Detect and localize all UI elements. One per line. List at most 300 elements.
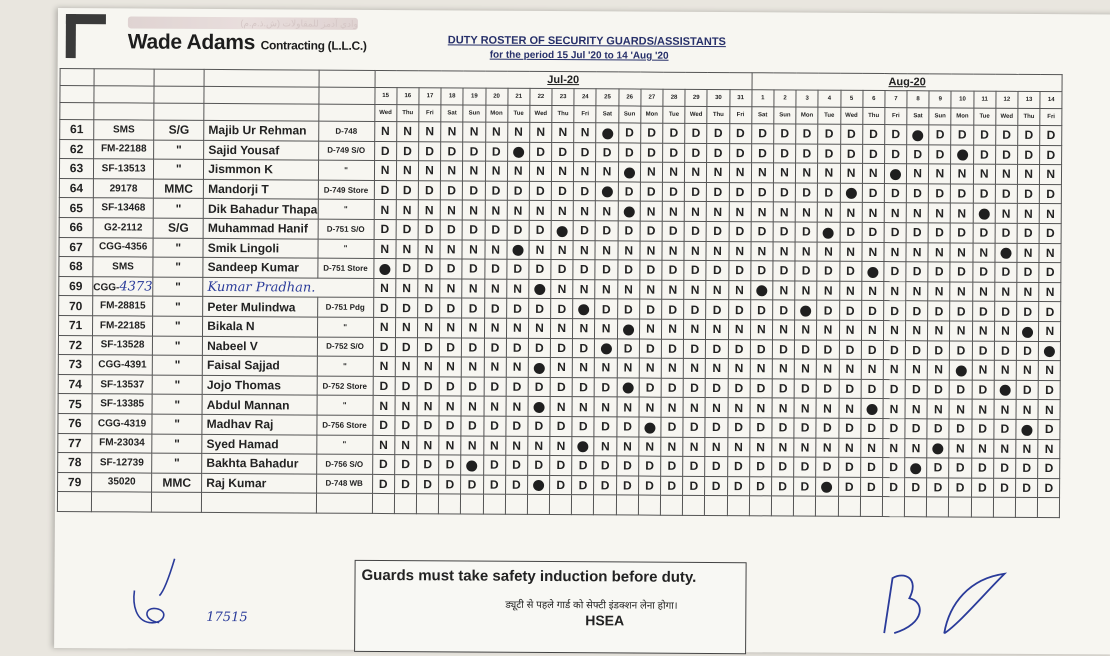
guard-name: Sajid Yousaf	[204, 140, 318, 160]
day-shift-cell: D	[706, 378, 728, 398]
weekday-cell: Tue	[507, 105, 529, 122]
night-shift-cell: N	[662, 280, 684, 300]
day-shift-cell: D	[529, 220, 551, 240]
day-shift-cell: D	[840, 222, 862, 242]
post-location: D-751 Store	[317, 258, 373, 278]
day-shift-cell: D	[417, 416, 439, 436]
header-blank-cell	[318, 87, 374, 104]
night-shift-cell: N	[772, 437, 794, 457]
day-off-dot-icon	[600, 343, 611, 354]
serial-number: 77	[58, 433, 92, 453]
weekday-cell: Sat	[752, 107, 774, 124]
day-shift-cell: D	[861, 418, 883, 438]
day-off-dot-icon	[823, 227, 834, 238]
night-shift-cell: N	[506, 397, 528, 417]
weekday-cell: Tue	[663, 106, 685, 123]
weekday-cell: Wed	[996, 108, 1018, 125]
day-shift-cell: D	[728, 339, 750, 359]
post-location: D-752 S/O	[317, 337, 373, 357]
empty-cell	[927, 497, 949, 517]
night-shift-cell: N	[374, 239, 396, 259]
night-shift-cell: N	[750, 398, 772, 418]
night-shift-cell: N	[417, 396, 439, 416]
weekday-cell: Tue	[973, 108, 995, 125]
day-shift-cell: D	[484, 259, 506, 279]
guard-name: Peter Mulindwa	[203, 297, 317, 317]
night-shift-cell: N	[530, 122, 552, 142]
day-shift-cell: D	[818, 124, 840, 144]
day-off-cell	[816, 477, 838, 497]
weekday-cell: Thu	[552, 106, 574, 123]
night-shift-cell: N	[861, 281, 883, 301]
day-shift-cell: D	[573, 338, 595, 358]
night-shift-cell: N	[684, 280, 706, 300]
day-off-cell	[572, 436, 594, 456]
day-shift-cell: D	[596, 221, 618, 241]
day-shift-cell: D	[1039, 263, 1061, 283]
night-shift-cell: N	[374, 121, 396, 141]
night-shift-cell: N	[528, 436, 550, 456]
day-shift-cell: D	[905, 340, 927, 360]
day-shift-cell: D	[485, 181, 507, 201]
day-shift-cell: D	[883, 301, 905, 321]
day-shift-cell: D	[507, 181, 529, 201]
night-shift-cell: N	[706, 319, 728, 339]
night-shift-cell: N	[972, 360, 994, 380]
night-shift-cell: N	[683, 398, 705, 418]
night-shift-cell: N	[552, 162, 574, 182]
employee-code: SMS	[94, 120, 154, 140]
night-shift-cell: N	[462, 279, 484, 299]
night-shift-cell: N	[705, 398, 727, 418]
post-location: D-756 Store	[316, 415, 372, 435]
day-off-dot-icon	[933, 443, 944, 454]
night-shift-cell: N	[617, 358, 639, 378]
category: "	[153, 257, 203, 277]
empty-cell	[838, 497, 860, 517]
day-shift-cell: D	[617, 260, 639, 280]
night-shift-cell: N	[373, 357, 395, 377]
night-shift-cell: N	[617, 397, 639, 417]
employee-code	[93, 276, 153, 296]
day-shift-cell: D	[640, 182, 662, 202]
weekday-cell: Mon	[485, 105, 507, 122]
day-off-dot-icon	[624, 167, 635, 178]
day-off-dot-icon	[978, 209, 989, 220]
day-shift-cell: D	[840, 144, 862, 164]
category: "	[152, 414, 202, 434]
day-shift-cell: D	[462, 298, 484, 318]
day-shift-cell: D	[949, 419, 971, 439]
night-shift-cell: N	[707, 202, 729, 222]
category: MMC	[154, 179, 204, 199]
night-shift-cell: N	[507, 161, 529, 181]
weekday-cell: Thu	[397, 105, 419, 122]
day-shift-cell: D	[883, 340, 905, 360]
guard-name: Bikala N	[203, 316, 317, 336]
day-shift-cell: D	[639, 339, 661, 359]
night-shift-cell: N	[906, 321, 928, 341]
night-shift-cell: N	[862, 203, 884, 223]
guard-name: Smik Lingoli	[203, 238, 317, 258]
employee-code: 29178	[93, 179, 153, 199]
day-shift-cell: D	[640, 143, 662, 163]
night-shift-cell: N	[506, 357, 528, 377]
night-shift-cell: N	[795, 281, 817, 301]
day-shift-cell: D	[838, 477, 860, 497]
day-shift-cell: D	[1017, 184, 1039, 204]
night-shift-cell: N	[906, 242, 928, 262]
serial-number: 70	[59, 296, 93, 316]
night-shift-cell: N	[840, 203, 862, 223]
night-shift-cell: N	[640, 201, 662, 221]
post-location: D-751 S/O	[318, 219, 374, 239]
night-shift-cell: N	[484, 396, 506, 416]
date-cell: 22	[530, 88, 552, 105]
header-blank-cell	[94, 103, 154, 120]
day-shift-cell: D	[529, 260, 551, 280]
night-shift-cell: N	[616, 436, 638, 456]
night-shift-cell: N	[463, 200, 485, 220]
night-shift-cell: N	[395, 278, 417, 298]
night-shift-cell: N	[373, 278, 395, 298]
serial-number: 63	[59, 159, 93, 179]
night-shift-cell: N	[773, 241, 795, 261]
night-shift-cell: N	[441, 161, 463, 181]
day-shift-cell: D	[995, 223, 1017, 243]
day-shift-cell: D	[929, 184, 951, 204]
night-shift-cell: N	[439, 357, 461, 377]
day-shift-cell: D	[661, 378, 683, 398]
day-shift-cell: D	[640, 221, 662, 241]
day-off-cell	[527, 475, 549, 495]
night-shift-cell: N	[839, 399, 861, 419]
day-shift-cell: D	[993, 458, 1015, 478]
day-shift-cell: D	[528, 455, 550, 475]
night-shift-cell: N	[551, 318, 573, 338]
day-shift-cell: D	[750, 378, 772, 398]
weekday-cell: Sat	[596, 106, 618, 123]
night-shift-cell: N	[907, 164, 929, 184]
day-shift-cell: D	[883, 418, 905, 438]
empty-cell	[882, 497, 904, 517]
serial-number: 78	[58, 453, 92, 473]
night-shift-cell: N	[1017, 282, 1039, 302]
signature-right	[864, 553, 1045, 644]
night-shift-cell: N	[838, 438, 860, 458]
roster-sheet	[54, 8, 1110, 654]
day-shift-cell: D	[751, 143, 773, 163]
day-off-cell	[1039, 341, 1061, 361]
day-shift-cell: D	[861, 301, 883, 321]
day-shift-cell: D	[440, 181, 462, 201]
header-blank-cell	[154, 86, 204, 103]
night-shift-cell: N	[1038, 361, 1060, 381]
day-shift-cell: D	[416, 474, 438, 494]
night-shift-cell: N	[484, 318, 506, 338]
day-shift-cell: D	[550, 416, 572, 436]
day-shift-cell: D	[641, 123, 663, 143]
empty-cell	[527, 495, 549, 515]
day-shift-cell: D	[729, 124, 751, 144]
night-shift-cell: N	[439, 435, 461, 455]
day-shift-cell: D	[374, 141, 396, 161]
night-shift-cell: N	[795, 202, 817, 222]
weekday-cell: Fri	[885, 108, 907, 125]
day-shift-cell: D	[1016, 478, 1038, 498]
day-shift-cell: D	[929, 144, 951, 164]
night-shift-cell: N	[927, 399, 949, 419]
night-shift-cell: N	[884, 203, 906, 223]
employee-code-printed: CGG-	[93, 281, 120, 293]
signature-left	[114, 550, 294, 631]
serial-number: 73	[58, 355, 92, 375]
day-shift-cell: D	[751, 222, 773, 242]
day-shift-cell: D	[950, 301, 972, 321]
day-shift-cell: D	[483, 475, 505, 495]
weekday-cell: Sun	[929, 108, 951, 125]
day-shift-cell: D	[595, 299, 617, 319]
day-shift-cell: D	[661, 476, 683, 496]
day-shift-cell: D	[1039, 223, 1061, 243]
weekday-cell: Sat	[441, 105, 463, 122]
day-shift-cell: D	[862, 124, 884, 144]
day-shift-cell: D	[528, 338, 550, 358]
day-off-cell	[461, 455, 483, 475]
serial-number: 65	[59, 198, 93, 218]
day-shift-cell: D	[927, 458, 949, 478]
day-shift-cell: D	[884, 144, 906, 164]
night-shift-cell: N	[884, 242, 906, 262]
night-shift-cell: N	[1016, 400, 1038, 420]
day-off-cell	[973, 203, 995, 223]
empty-cell	[483, 494, 505, 514]
day-shift-cell: D	[795, 222, 817, 242]
day-shift-cell: D	[461, 416, 483, 436]
night-shift-cell: N	[574, 123, 596, 143]
day-shift-cell: D	[440, 220, 462, 240]
weekday-cell: Sat	[907, 108, 929, 125]
night-shift-cell: N	[395, 318, 417, 338]
day-off-dot-icon	[1000, 248, 1011, 259]
header-blank-cell	[154, 103, 204, 120]
serial-number: 75	[58, 394, 92, 414]
day-shift-cell: D	[552, 142, 574, 162]
date-cell: 25	[596, 89, 618, 106]
empty-cell	[152, 492, 202, 512]
night-shift-cell: N	[551, 279, 573, 299]
day-shift-cell: D	[683, 378, 705, 398]
date-cell: 17	[419, 88, 441, 105]
day-shift-cell: D	[551, 181, 573, 201]
day-shift-cell: D	[928, 340, 950, 360]
day-shift-cell: D	[684, 260, 706, 280]
day-shift-cell: D	[972, 301, 994, 321]
guard-name: Nabeel V	[203, 336, 317, 356]
day-shift-cell: D	[774, 143, 796, 163]
empty-cell	[794, 496, 816, 516]
day-shift-cell: D	[1040, 184, 1062, 204]
empty-cell	[904, 497, 926, 517]
night-shift-cell: N	[816, 438, 838, 458]
day-shift-cell: D	[485, 142, 507, 162]
date-cell: 26	[619, 89, 641, 106]
night-shift-cell: N	[860, 438, 882, 458]
guard-name: Abdul Mannan	[202, 395, 316, 415]
day-off-dot-icon	[867, 267, 878, 278]
category: "	[152, 355, 202, 375]
day-shift-cell: D	[885, 125, 907, 145]
night-shift-cell: N	[396, 200, 418, 220]
date-cell: 19	[463, 88, 485, 105]
day-shift-cell: D	[506, 377, 528, 397]
day-shift-cell: D	[750, 418, 772, 438]
empty-cell	[1038, 498, 1060, 518]
night-shift-cell: N	[773, 281, 795, 301]
employee-code: FM-22185	[93, 316, 153, 336]
day-shift-cell: D	[683, 476, 705, 496]
empty-cell	[971, 497, 993, 517]
day-shift-cell: D	[706, 261, 728, 281]
company-name-main: Wade Adams	[127, 30, 256, 55]
post-location: "	[318, 160, 374, 180]
day-off-dot-icon	[1022, 424, 1033, 435]
day-shift-cell: D	[707, 143, 729, 163]
date-cell: 12	[996, 91, 1018, 108]
night-shift-cell: N	[574, 162, 596, 182]
day-shift-cell: D	[596, 142, 618, 162]
day-off-dot-icon	[601, 187, 612, 198]
night-shift-cell: N	[1039, 204, 1061, 224]
day-shift-cell: D	[551, 299, 573, 319]
night-shift-cell: N	[750, 359, 772, 379]
night-shift-cell: N	[818, 203, 840, 223]
weekday-cell: Thu	[1018, 108, 1040, 125]
night-shift-cell: N	[573, 279, 595, 299]
day-off-cell	[840, 183, 862, 203]
post-location: "	[317, 317, 373, 337]
day-shift-cell: D	[795, 261, 817, 281]
night-shift-cell: N	[772, 398, 794, 418]
document-period: for the period 15 Jul '20 to 14 'Aug '20	[489, 49, 669, 62]
weekday-cell: Fri	[419, 105, 441, 122]
date-cell: 27	[641, 89, 663, 106]
night-shift-cell: N	[1016, 360, 1038, 380]
night-shift-cell: N	[506, 318, 528, 338]
day-shift-cell: D	[373, 298, 395, 318]
day-shift-cell: D	[662, 221, 684, 241]
day-shift-cell: D	[862, 144, 884, 164]
night-shift-cell: N	[373, 396, 395, 416]
day-shift-cell: D	[1017, 302, 1039, 322]
day-off-cell	[795, 300, 817, 320]
night-shift-cell: N	[595, 319, 617, 339]
empty-cell	[949, 497, 971, 517]
day-shift-cell: D	[595, 378, 617, 398]
day-shift-cell: D	[771, 477, 793, 497]
weekday-cell: Thu	[707, 106, 729, 123]
empty-cell	[816, 496, 838, 516]
day-shift-cell: D	[995, 184, 1017, 204]
guard-name: Bakhta Bahadur	[202, 453, 316, 473]
day-shift-cell: D	[772, 457, 794, 477]
employee-code: SF-13513	[93, 159, 153, 179]
guard-name: Muhammad Hanif	[203, 218, 317, 238]
day-off-dot-icon	[622, 383, 633, 394]
night-shift-cell: N	[995, 282, 1017, 302]
day-shift-cell: D	[995, 262, 1017, 282]
empty-cell	[993, 498, 1015, 518]
day-off-dot-icon	[957, 150, 968, 161]
guard-name: Faisal Sajjad	[202, 356, 316, 376]
night-shift-cell: N	[795, 320, 817, 340]
date-cell: 18	[441, 88, 463, 105]
day-off-cell	[617, 378, 639, 398]
serial-number: 76	[58, 413, 92, 433]
day-shift-cell: D	[706, 339, 728, 359]
night-shift-cell: N	[662, 202, 684, 222]
night-shift-cell: N	[906, 203, 928, 223]
day-shift-cell: D	[550, 475, 572, 495]
night-shift-cell: N	[639, 358, 661, 378]
night-shift-cell: N	[928, 282, 950, 302]
day-shift-cell: D	[751, 183, 773, 203]
day-shift-cell: D	[418, 259, 440, 279]
night-shift-cell: N	[995, 204, 1017, 224]
night-shift-cell: N	[949, 438, 971, 458]
day-shift-cell: D	[817, 300, 839, 320]
weekday-cell: Sun	[618, 106, 640, 123]
empty-cell	[683, 496, 705, 516]
guard-name: Jojo Thomas	[202, 375, 316, 395]
header-blank-cell	[204, 69, 318, 87]
day-shift-cell: D	[639, 378, 661, 398]
notice-hsea: HSEA	[585, 612, 625, 629]
post-location: D-748 WB	[316, 474, 372, 494]
post-location: "	[318, 239, 374, 259]
day-shift-cell: D	[907, 144, 929, 164]
day-shift-cell: D	[684, 300, 706, 320]
date-cell: 15	[374, 87, 396, 104]
day-off-dot-icon	[821, 482, 832, 493]
day-shift-cell: D	[395, 298, 417, 318]
day-shift-cell: D	[860, 458, 882, 478]
day-shift-cell: D	[749, 457, 771, 477]
night-shift-cell: N	[928, 321, 950, 341]
night-shift-cell: N	[728, 398, 750, 418]
empty-cell	[505, 495, 527, 515]
night-shift-cell: N	[463, 122, 485, 142]
day-shift-cell: D	[706, 221, 728, 241]
day-shift-cell: D	[727, 476, 749, 496]
night-shift-cell: N	[573, 358, 595, 378]
header-blank-cell	[60, 103, 94, 120]
date-cell: 10	[951, 91, 973, 108]
night-shift-cell: N	[950, 243, 972, 263]
empty-cell	[860, 497, 882, 517]
day-off-dot-icon	[534, 284, 545, 295]
day-shift-cell: D	[972, 262, 994, 282]
night-shift-cell: N	[794, 398, 816, 418]
category: S/G	[154, 120, 204, 140]
day-shift-cell: D	[818, 144, 840, 164]
night-shift-cell: N	[683, 437, 705, 457]
night-shift-cell: N	[573, 319, 595, 339]
night-shift-cell: N	[728, 280, 750, 300]
night-shift-cell: N	[994, 400, 1016, 420]
night-shift-cell: N	[640, 162, 662, 182]
day-shift-cell: D	[572, 377, 594, 397]
